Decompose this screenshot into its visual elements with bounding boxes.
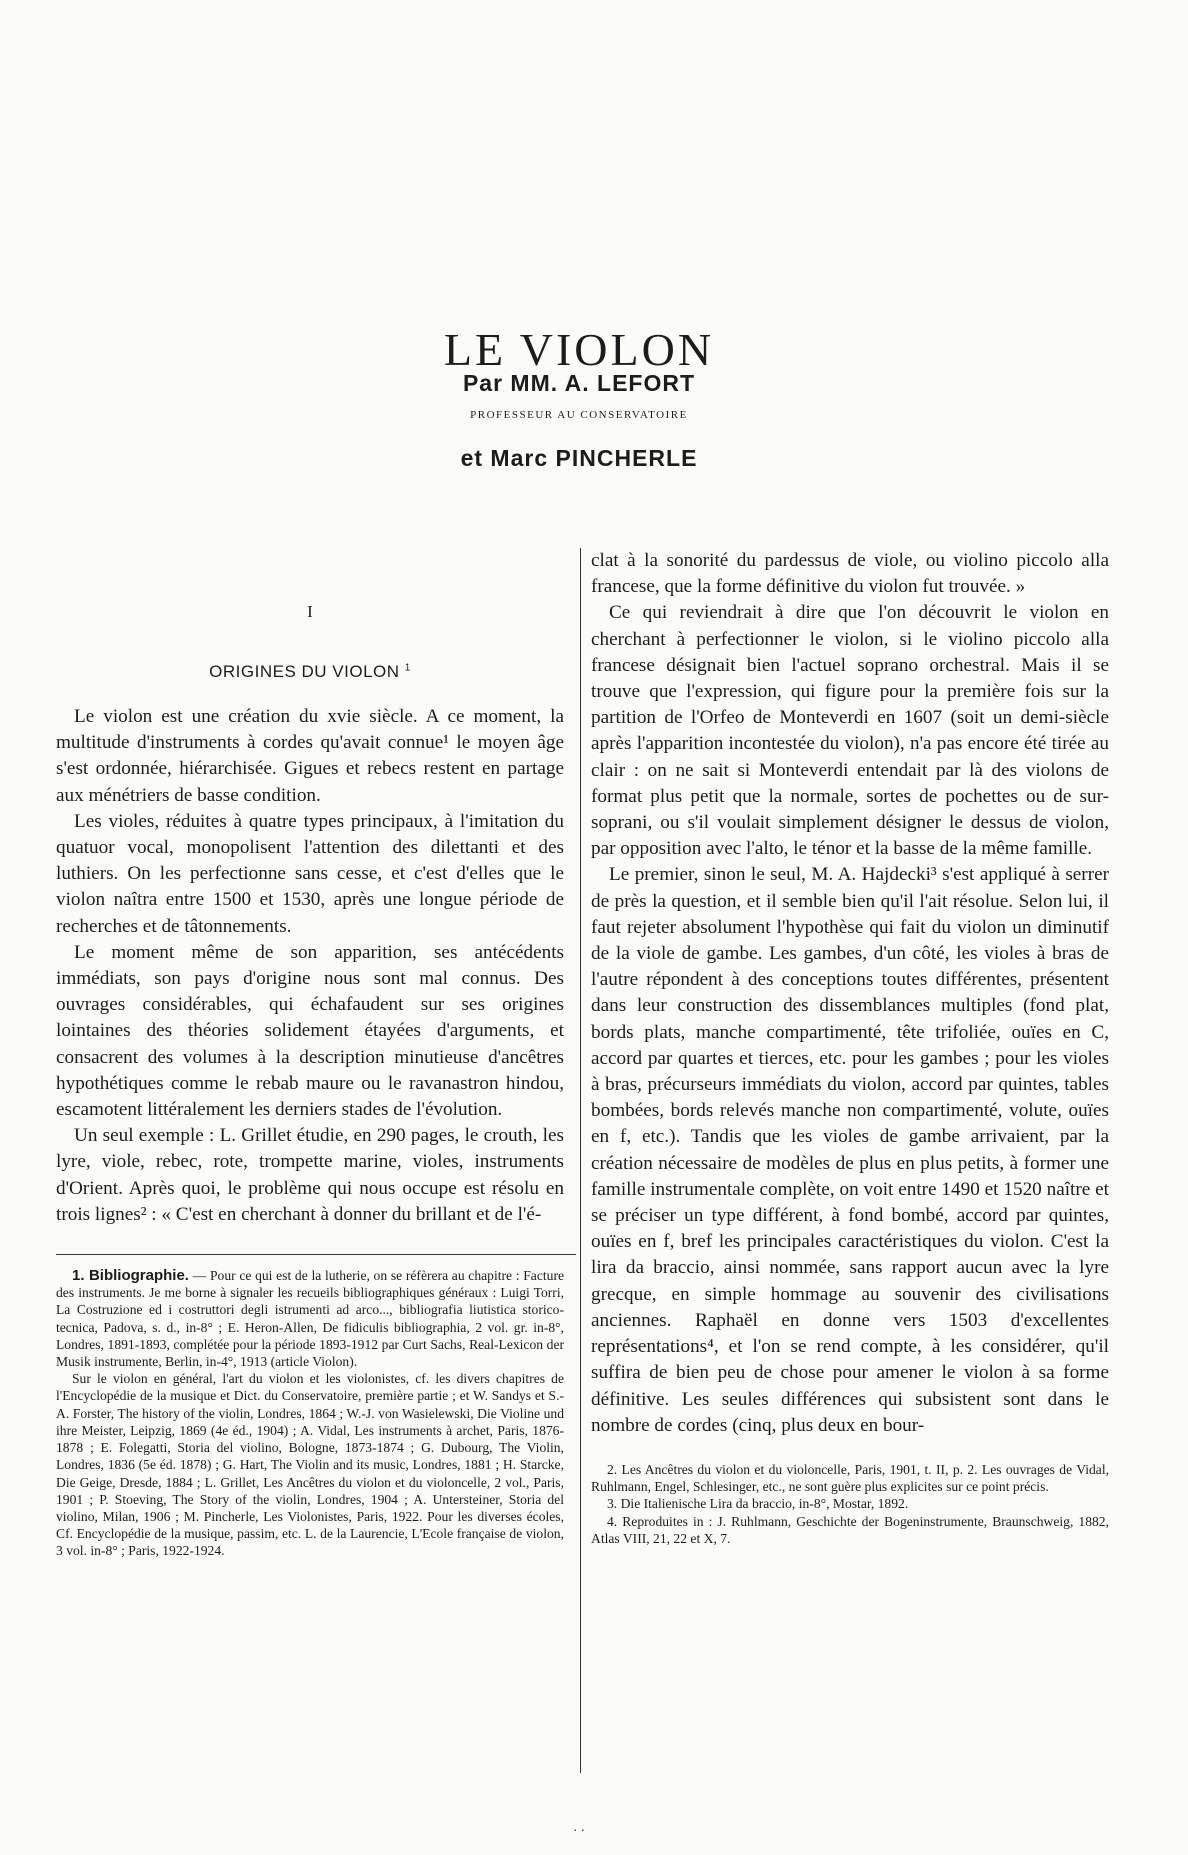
paragraph: Le violon est une création du xvie siècle. A ce moment, la multitude d'instruments à cordes qu'avait connue¹ le moyen âge s'est ordonnée, hiérarchisée. Gigues et rebecs restent en partage aux ménétriers de basse condition. [56,706,564,806]
footnote-lead: 1. Bibliographie. [72,1267,189,1285]
footnote-text: — Pour ce qui est de la lutherie, on se réfèrera au chapitre : Facture des instruments. Je me borne à signaler les recueils bibliographiques généraux : Luigi Torri, La Costruzione ed i costruttori degli istrumenti ad arco..., bibliografia liutistica storico-tecnica, Padova, s. d., in-8° ; E. Heron-Allen, De fidiculis bibliographia, 2 vol. gr. in-8°, Londres, 1891-1893, complétée pour la période 1893-1912 par Curt Sachs, Real-Lexicon der Musik instrumente, Berlin, in-4°, 1913 (article Violon). [56,1268,564,1370]
footnote-separator [56,1254,576,1255]
section-number: I [307,602,313,621]
footnote: 3. Die Italienische Lira da braccio, in-8°, Mostar, 1892. [607,1496,909,1512]
footnote: 4. Reproduites in : J. Ruhlmann, Geschichte der Bogeninstrumente, Braunschweig, 1882, Atlas VIII, 21, 22 et X, 7. [591,1513,1109,1546]
paragraph: Un seul exemple : L. Grillet étudie, en 290 pages, le crouth, les lyre, viole, rebec, rote, trompette marine, violes, instruments d'Orient. Après quoi, le problème qui nous occupe est résolu en trois lignes² : « C'est en cherchant à donner du brillant et de l'é- [56,1125,564,1225]
right-column [591,548,1109,1547]
footnote: Sur le violon en général, l'art du violon et les violonistes, cf. les divers chapitres de l'Encyclopédie de la musique et Dict. du Conservatoire, première partie ; et W. Sandys et S.-A. Forster, The history of the violin, Londres, 1864 ; W.-J. von Wasielewski, Die Violine und ihre Meister, Leipzig, 1869 (4e éd., 1904) ; A. Vidal, Les instruments à archet, Paris, 1876-1878 ; E. Folegatti, Storia del violino, Bologne, 1873-1874 ; G. Dubourg, The Violin, Londres, 1836 (5e éd. 1878) ; G. Hart, The Violin and its music, Londres, 1881 ; H. Starcke, Die Geige, Dresde, 1884 ; L. Grillet, Les Ancêtres du violon et du violoncelle, 2 vol., Paris, 1901 ; P. Stoeving, The Story of the violin, Londres, 1904 ; A. Untersteiner, Storia del violino, Milan, 1906 ; M. Pincherle, Les Violonistes, Paris, 1922. Pour les diverses écoles, Cf. Encyclopédie de la musique, passim, etc. L. de la Laurencie, L'Ecole française de violon, 3 vol. in-8° ; Paris, 1922-1924. [56,1371,564,1559]
paragraph: clat à la sonorité du pardessus de viole, ou violino piccolo alla francese, que la forme définitive du violon fut trouvée. » [591,550,1109,598]
column-divider [580,548,581,1773]
page-mark: . . [573,1820,585,1834]
section-heading-note: 1 [404,662,411,674]
article-title: LE VIOLON [443,323,715,375]
paragraph: Ce qui reviendrait à dire que l'on découvrit le violon en cherchant à perfectionner le violon, si le violino piccolo alla francese désignait bien l'actuel soprano orchestral. Mais il se trouve que l'expression, qui figure pour la première fois sur la partition de l'Orfeo de Monteverdi en 1607 (soit un demi-siècle après l'apparition incontestée du violon), n'a pas encore été tirée au clair : on ne sait si Monteverdi entendait par là des violons de format plus petit que la normale, sortes de pochettes ou de sur-soprani, ou s'il voulait simplement désigner le dessus de violon, par opposition avec l'alto, le ténor et la basse de la même famille. [591,602,1109,860]
section-heading [56,662,564,682]
author-profession: PROFESSEUR AU CONSERVATOIRE [470,409,688,421]
paragraph: Le moment même de son apparition, ses antécédents immédiats, son pays d'origine nous sont mal connus. Des ouvrages considérables, qui échafaudent sur ses origines lointaines des théories solidement étayées d'arguments, et consacrent des volumes à la description minutieuse d'ancêtres hypothétiques comme le rebab maure ou le ravanastron hindou, escamotent littéralement les derniers stades de l'évolution. [56,941,564,1121]
section-heading-text: ORIGINES DU VIOLON [209,662,400,681]
paragraph: Le premier, sinon le seul, M. A. Hajdecki³ s'est appliqué à serrer de près la question, et il semble bien qu'il l'ait résolue. Selon lui, il faut rejeter absolument l'hypothèse qui fait du violon un diminutif de la viole de gambe. Les gambes, d'un côté, les violes à bras de l'autre répondent à des conceptions toutes différentes, présentent dans leur construction des dissemblances multiples (fond plat, bords plats, manche compartimenté, tête trifoliée, ouïes en C, accord par quartes et tierces, etc. pour les gambes ; pour les violes à bras, précurseurs immédiats du violon, accord par quintes, tables bombées, bords relevés manche non compartimenté, volute, ouïes en f, etc.). Tandis que les violes de gambe arrivaient, par la création nécessaire de modèles de plus en plus petits, à former une famille instrumentale complète, on voit entre 1490 et 1520 naître et se préciser un type différent, à fond bombé, accord par quintes, ouïes en f, bref les principales caractéristiques du violon. C'est la lira da braccio, ainsi nommée, sans rapport aucun avec la lyre grecque, en simple hommage au souvenir des civilisations anciennes. Raphaël en donne vers 1503 d'excellentes représentations⁴, et l'on se rend compte, à les considérer, qu'il suffira de bien peu de chose pour amener le violon à sa forme définitive. Les seules différences qui subsistent sont dans le nombre de cordes (cinq, plus deux en bour- [591,864,1109,1436]
left-column [56,548,564,1560]
paragraph: Les violes, réduites à quatre types principaux, à l'imitation du quatuor vocal, monopolisent l'attention des dilettanti et des luthiers. On les perfectionne sans cesse, et c'est d'elles que le violon naîtra entre 1500 et 1530, après une longue période de recherches et de tâtonnements. [56,810,564,937]
author-byline: Par MM. A. LEFORT [462,370,696,396]
coauthor-byline: et Marc PINCHERLE [460,445,698,471]
footnote: 2. Les Ancêtres du violon et du violoncelle, Paris, 1901, t. II, p. 2. Les ouvrages de Vidal, Ruhlmann, Engel, Schlesinger, etc., ne sont guère plus explicites sur ce point précis. [591,1461,1109,1495]
footnote [56,1267,564,1370]
